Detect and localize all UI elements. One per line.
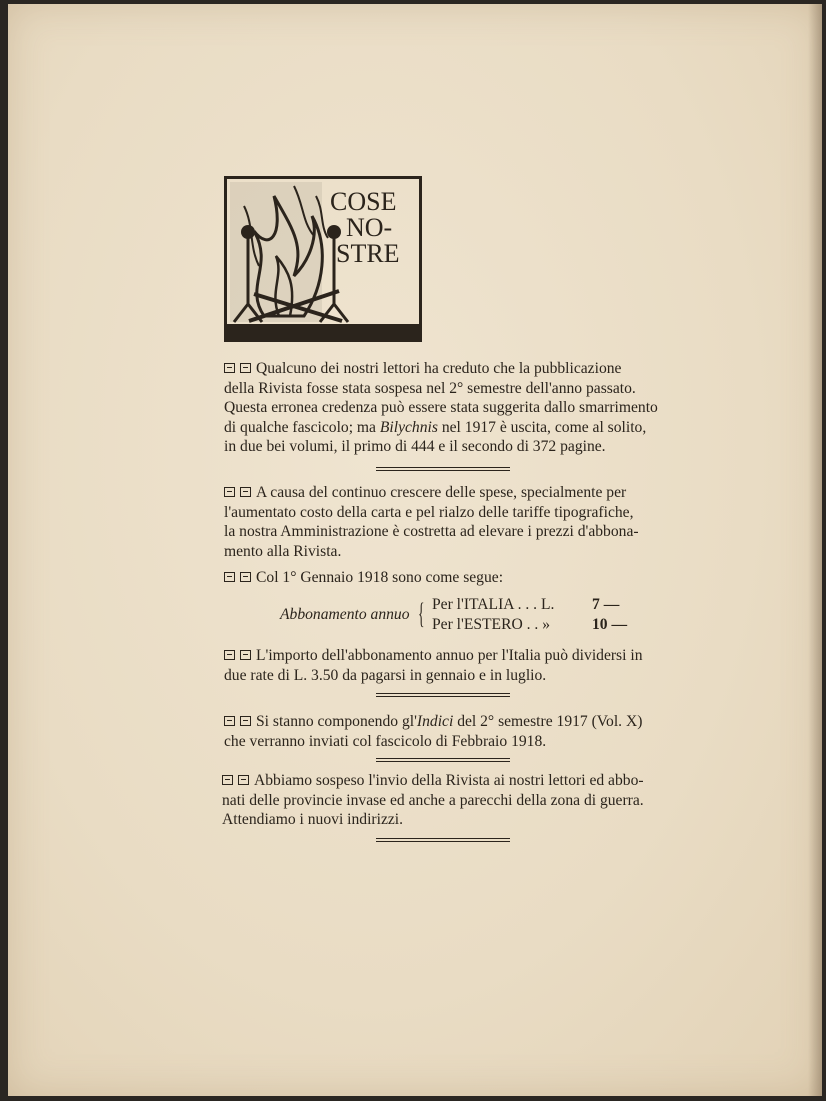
paragraph-line: Attendiamo i nuovi indirizzi.: [222, 811, 404, 829]
price-row-italia: [432, 596, 620, 614]
bullet-icon: [240, 487, 251, 497]
bullet-icon: [240, 716, 251, 726]
bullet-icon: [224, 572, 235, 582]
divider-rule: [376, 467, 510, 471]
divider-rule: [376, 693, 510, 697]
price-amount: 7 —: [592, 596, 620, 613]
paragraph-line: A causa del continuo crescere delle spese, specialmente per: [224, 483, 678, 503]
paragraph-line: Questa erronea credenza può essere stata suggerita dallo smarrimento: [224, 399, 658, 417]
paragraph-line: della Rivista fosse stata sospesa nel 2° semestre dell'anno passato.: [224, 379, 636, 397]
paragraph-line: mento alla Rivista.: [224, 542, 342, 560]
paragraph-line: Si stanno componendo gl'Indici del 2° semestre 1917 (Vol. X): [224, 712, 678, 732]
price-row-estero: [432, 616, 628, 634]
pricing-label: Abbonamento annuo: [280, 606, 410, 623]
page: [8, 4, 822, 1096]
paragraph-line: Abbiamo sospeso l'invio della Rivista ai nostri lettori ed abbo-: [222, 771, 676, 791]
bullet-icon: [224, 650, 235, 660]
bullet-icon: [222, 775, 233, 785]
bullet-icon: [240, 650, 251, 660]
paragraph-4: [224, 646, 678, 685]
paragraph-line: Qualcuno dei nostri lettori ha creduto che la pubblicazione: [224, 359, 678, 379]
bullet-icon: [238, 775, 249, 785]
divider-rule: [376, 838, 510, 842]
price-destination: Per l'ITALIA . . . L.: [432, 596, 555, 613]
paragraph-1: [224, 359, 678, 457]
paragraph-6: [222, 771, 676, 830]
paragraph-line: in due bei volumi, il primo di 444 e il secondo di 372 pagine.: [224, 438, 606, 456]
paragraph-line: L'importo dell'abbonamento annuo per l'Italia può dividersi in: [224, 646, 678, 666]
journal-title: Bilychnis: [379, 418, 438, 436]
bullet-icon: [240, 572, 251, 582]
bullet-icon: [224, 363, 235, 373]
logo-line-3: STRE: [336, 239, 400, 268]
paragraph-2: [224, 483, 678, 561]
paragraph-line: di qualche fascicolo; ma Bilychnis nel 1917 è uscita, come al solito,: [224, 418, 647, 436]
bullet-icon: [224, 487, 235, 497]
page-edge-shadow: [808, 4, 822, 1096]
subscription-pricing: [280, 596, 640, 636]
indici-title: Indici: [416, 713, 454, 730]
brace-icon: {: [418, 597, 425, 630]
paragraph-3: [224, 568, 678, 588]
logo-line-1: COSE: [330, 187, 397, 216]
cose-nostre-logo: [224, 176, 422, 342]
paragraph-line: la nostra Amministrazione è costretta ad elevare i prezzi d'abbona-: [224, 523, 639, 541]
paragraph-5: [224, 712, 678, 751]
paragraph-line: due rate di L. 3.50 da pagarsi in gennaio e in luglio.: [224, 666, 547, 684]
logo-line-2: NO-: [346, 213, 393, 242]
price-destination: Per l'ESTERO . . »: [432, 616, 551, 633]
bullet-icon: [240, 363, 251, 373]
paragraph-line: che verranno inviati col fascicolo di Febbraio 1918.: [224, 732, 547, 750]
bullet-icon: [224, 716, 235, 726]
divider-rule: [376, 758, 510, 762]
price-amount: 10 —: [592, 616, 628, 633]
paragraph-line: l'aumentato costo della carta e pel rialzo delle tariffe tipografiche,: [224, 503, 634, 521]
paragraph-line: Col 1° Gennaio 1918 sono come segue:: [224, 568, 678, 588]
paragraph-line: nati delle provincie invase ed anche a parecchi della zona di guerra.: [222, 791, 644, 809]
